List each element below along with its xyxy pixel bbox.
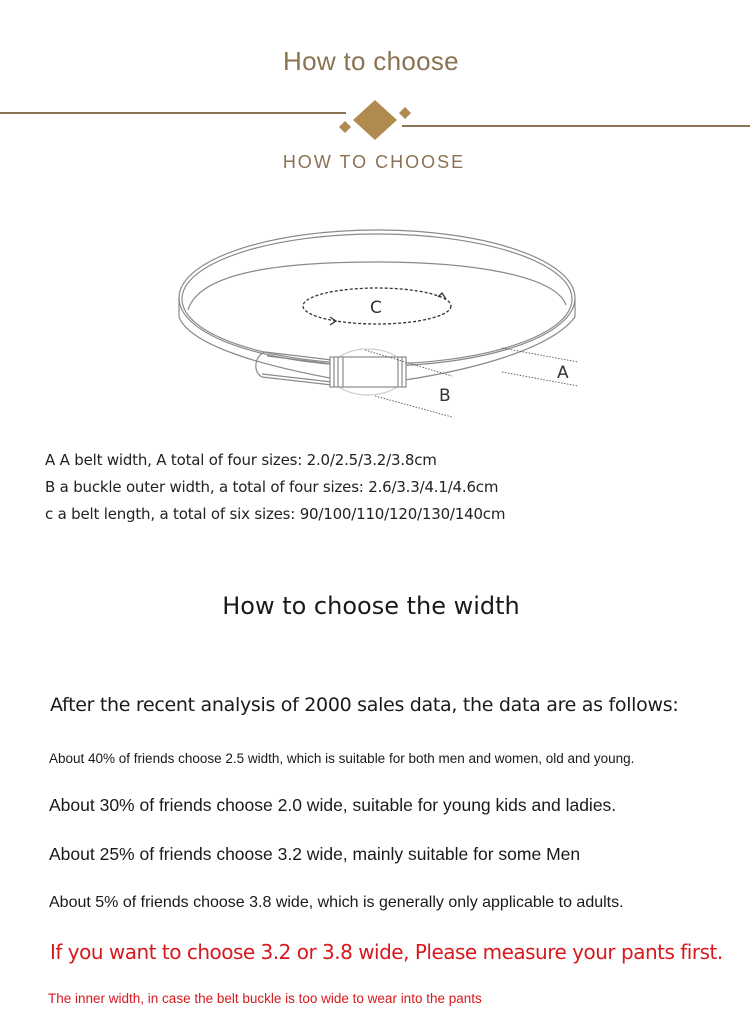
belt-diagram	[170, 220, 590, 420]
label-c: C	[370, 298, 382, 318]
guide-line-a-top	[502, 348, 578, 362]
ornament-divider	[0, 95, 750, 145]
page-subtitle: HOW TO CHOOSE	[282, 152, 466, 172]
diamond-small-left-icon	[339, 121, 351, 133]
section-title: How to choose the width	[222, 592, 520, 620]
page-title: How to choose	[283, 46, 459, 76]
label-b: B	[439, 386, 451, 406]
spec-belt-length: c a belt length, a total of six sizes: 90/100/110/120/130/140cm	[45, 505, 506, 523]
stat-30-percent: About 30% of friends choose 2.0 wide, suitable for young kids and ladies.	[49, 795, 617, 815]
label-a: A	[557, 363, 569, 383]
diamond-large-icon	[353, 100, 397, 140]
analysis-intro: After the recent analysis of 2000 sales data, the data are as follows:	[50, 694, 679, 716]
spec-buckle-width: B a buckle outer width, a total of four sizes: 2.6/3.3/4.1/4.6cm	[45, 478, 499, 496]
measure-warning: If you want to choose 3.2 or 3.8 wide, Please measure your pants first.	[50, 940, 723, 964]
spec-belt-width: A A belt width, A total of four sizes: 2.0/2.5/3.2/3.8cm	[45, 451, 437, 469]
measure-note: The inner width, in case the belt buckle is too wide to wear into the pants	[48, 991, 482, 1006]
stat-5-percent: About 5% of friends choose 3.8 wide, which is generally only applicable to adults.	[49, 894, 624, 911]
diamond-small-right-icon	[399, 107, 411, 119]
stat-40-percent: About 40% of friends choose 2.5 width, which is suitable for both men and women, old and young.	[49, 751, 635, 766]
belt-lower-edge	[179, 317, 330, 378]
belt-buckle	[330, 349, 406, 395]
stat-25-percent: About 25% of friends choose 3.2 wide, mainly suitable for some Men	[49, 844, 581, 864]
belt-strap-tongue	[256, 352, 332, 385]
